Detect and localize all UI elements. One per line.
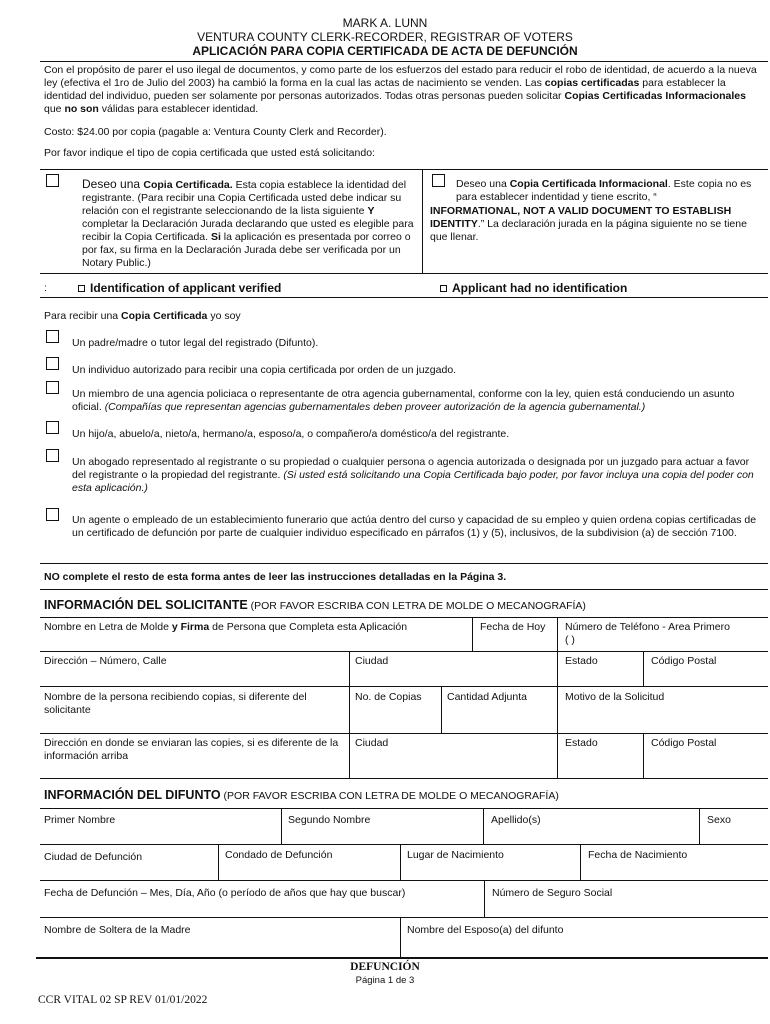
applicant-verified-option[interactable]: Identification of applicant verified <box>78 281 281 295</box>
court-order-option: Un individuo autorizado para recibir una copia certificada por orden de un juzgado. <box>72 364 457 376</box>
birthplace-field[interactable]: Lugar de Nacimiento <box>407 849 504 861</box>
page-number: Página 1 de 3 <box>355 975 415 986</box>
funeral-agent-option: Un agente o empleado de un establecimiento funerario que actúa dentro del curso y capacidad de su empleo y quien ordena copias certificadas de un certificado de defunción por parte de cualquier individuo especificado en párrafos (1) y (5), inclusivos, de la subdivision (a) de sección 7100. <box>72 514 757 539</box>
state-field[interactable]: Estado <box>565 655 598 667</box>
applicant-row-0 <box>40 617 768 618</box>
applicant-row-4 <box>40 778 768 779</box>
mailing-zip-field[interactable]: Código Postal <box>651 737 717 749</box>
copy-type-bottom-rule <box>40 273 768 274</box>
decedent-row-0 <box>40 808 768 809</box>
law-enforcement-checkbox[interactable] <box>46 381 59 394</box>
attorney-checkbox[interactable] <box>46 449 59 462</box>
warning-top-rule <box>40 563 768 564</box>
footer-section-name: DEFUNCIÓN <box>350 961 420 973</box>
informational-copy-checkbox[interactable] <box>432 174 445 187</box>
decedent-row-2 <box>40 880 768 881</box>
decedent-section-heading: INFORMACIÓN DEL DIFUNTO (POR FAVOR ESCRIBA CON LETRA DE MOLDE O MECANOGRAFÍA) <box>44 788 559 802</box>
last-name-field[interactable]: Apellido(s) <box>491 814 541 826</box>
applicant-verified-checkbox[interactable] <box>78 285 85 292</box>
spouse-name-field[interactable]: Nombre del Esposo(a) del difunto <box>407 924 564 936</box>
relationship-lead: Para recibir una Copia Certificada yo soy <box>44 310 241 322</box>
verification-rule <box>40 297 768 298</box>
law-enforcement-option: Un miembro de una agencia policiaca o representante de otra agencia gubernamental, conforme con la ley, quien está conduciendo un asunto oficial. (Compañías que representan agencias gubernamentales deben proveer autorización de la agencia gubernamental.) <box>72 388 735 413</box>
parent-option: Un padre/madre o tutor legal del registrado (Difunto). <box>72 337 319 349</box>
address-field[interactable]: Dirección – Número, Calle <box>44 655 167 667</box>
reason-field[interactable]: Motivo de la Solicitud <box>565 691 665 703</box>
copy-type-top-rule <box>40 169 768 170</box>
decedent-row-3 <box>40 917 768 918</box>
form-id: CCR VITAL 02 SP REV 01/01/2022 <box>38 994 208 1006</box>
mailing-state-field[interactable]: Estado <box>565 737 598 749</box>
applicant-row-3 <box>40 733 768 734</box>
family-member-option: Un hijo/a, abuelo/a, nieto/a, hermano/a, esposo/a, o compañero/a doméstico/a del registrante. <box>72 428 510 440</box>
recipient-name-field[interactable]: Nombre de la persona recibiendo copias, si diferente del solicitante <box>44 691 307 716</box>
mailing-address-field[interactable]: Dirección en donde se enviaran las copies, si es diferente de la información arriba <box>44 737 339 762</box>
decedent-bottom-rule <box>36 957 768 959</box>
mailing-city-field[interactable]: Ciudad <box>355 737 389 749</box>
birthdate-field[interactable]: Fecha de Nacimiento <box>588 849 688 861</box>
intro-paragraph: Con el propósito de parer el uso ilegal de documentos, y como parte de los esfuerzos del estado para reducir el robo de identidad, de acuerdo a la nueva ley (efectiva el 1ro de Julio del 2003) ha cambió la forma en la cual las actas de nacimiento se venden. Las copias certificadas para establecer la identidad del individuo, pueden ser solamente por personas autorizados. Todas otras personas pueden solicitar Copias Certificadas Informacionales que no son válidas para establecer identidad. <box>44 64 757 115</box>
clerk-name: MARK A. LUNN <box>342 16 428 30</box>
funeral-agent-checkbox[interactable] <box>46 508 59 521</box>
verification-colon: : <box>44 282 47 294</box>
applicant-row-1 <box>40 651 768 652</box>
informational-copy-text: Deseo una Copia Certificada Informacional. Este copia no es para establecer indentidad y tiene escrito, “ <box>456 178 752 203</box>
death-city-field[interactable]: Ciudad de Defunción <box>44 851 143 863</box>
title-rule <box>40 61 768 62</box>
ssn-field[interactable]: Número de Seguro Social <box>492 887 613 899</box>
certified-copy-text: Deseo una Copia Certificada. Esta copia establece la identidad del registrante. (Para recibir una Copia Certificada usted debe indicar su relación con el registrante seleccionando de la lista siguiente Y completar la Declaración Jurada declarando que usted es elegible para recibir la Copia Certificada. Si la aplicación es presentada por correo o por fax, su firma en la Declaración Jurada debe ser verificada por un Notary Public.) <box>82 177 414 269</box>
zip-field[interactable]: Código Postal <box>651 655 717 667</box>
header <box>0 16 770 58</box>
warning-text: NO complete el resto de esta forma antes de leer las instrucciones detalladas en la Página 3. <box>44 571 507 583</box>
applicant-section-heading: INFORMACIÓN DEL SOLICITANTE (POR FAVOR ESCRIBA CON LETRA DE MOLDE O MECANOGRAFÍA) <box>44 598 586 612</box>
amount-enclosed-field[interactable]: Cantidad Adjunta <box>447 691 527 703</box>
family-member-checkbox[interactable] <box>46 421 59 434</box>
phone-field[interactable]: Número de Teléfono - Area Primero ( ) <box>565 621 730 646</box>
mother-maiden-name-field[interactable]: Nombre de Soltera de la Madre <box>44 924 191 936</box>
middle-name-field[interactable]: Segundo Nombre <box>288 814 371 826</box>
no-identification-checkbox[interactable] <box>440 285 447 292</box>
decedent-row-1 <box>40 844 768 845</box>
applicant-row-2 <box>40 686 768 687</box>
informational-copy-text-cont: INFORMATIONAL, NOT A VALID DOCUMENT TO ESTABLISH IDENTITY.” La declaración jurada en la página siguiente no se tiene que llenar. <box>430 205 747 243</box>
certified-copy-checkbox[interactable] <box>46 174 59 187</box>
copy-type-divider <box>422 169 423 273</box>
page-title: APLICACIÓN PARA COPIA CERTIFICADA DE ACTA DE DEFUNCIÓN <box>192 44 578 58</box>
office-name: VENTURA COUNTY CLERK-RECORDER, REGISTRAR OF VOTERS <box>197 30 573 44</box>
parent-checkbox[interactable] <box>46 330 59 343</box>
applicant-name-field[interactable]: Nombre en Letra de Molde y Firma de Persona que Completa esta Aplicación <box>44 621 408 633</box>
warning-bottom-rule <box>40 589 768 590</box>
todays-date-field[interactable]: Fecha de Hoy <box>480 621 546 633</box>
indicate-text: Por favor indique el tipo de copia certificada que usted está solicitando: <box>44 147 375 159</box>
death-county-field[interactable]: Condado de Defunción <box>225 849 333 861</box>
cost-text: Costo: $24.00 por copia (pagable a: Ventura County Clerk and Recorder). <box>44 126 387 138</box>
sex-field[interactable]: Sexo <box>707 814 731 826</box>
court-order-checkbox[interactable] <box>46 357 59 370</box>
no-identification-option[interactable]: Applicant had no identification <box>440 281 627 295</box>
death-date-field[interactable]: Fecha de Defunción – Mes, Día, Año (o período de años que hay que buscar) <box>44 887 406 899</box>
city-field[interactable]: Ciudad <box>355 655 389 667</box>
number-of-copies-field[interactable]: No. de Copias <box>355 691 422 703</box>
attorney-option: Un abogado representado al registrante o su propiedad o cualquier persona o agencia autorizada o designada por un juzgado para actuar a favor del registrante o la propiedad del registrante. (Si usted está solicitando una Copia Certificada bajo poder, por favor incluya una copia del poder con esta aplicación.) <box>72 456 754 494</box>
first-name-field[interactable]: Primer Nombre <box>44 814 116 826</box>
